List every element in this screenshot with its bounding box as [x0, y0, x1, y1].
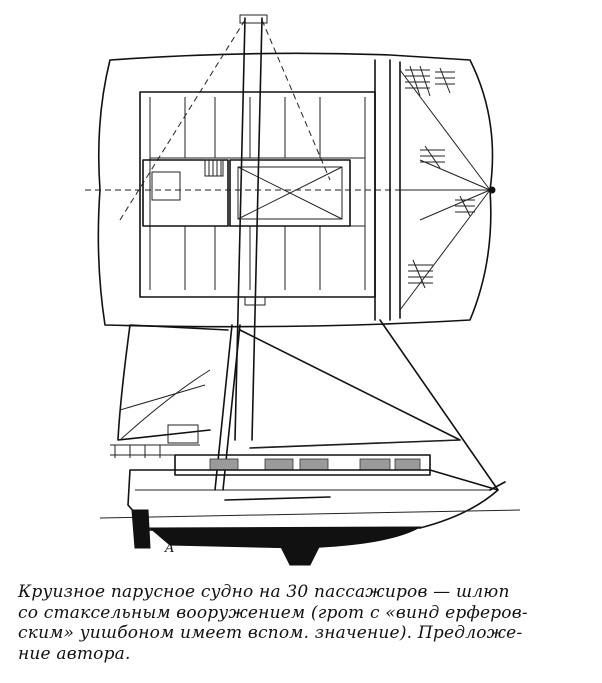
plan-ladder-steps	[209, 160, 221, 176]
side-view	[100, 320, 520, 565]
railing-posts	[115, 445, 160, 458]
hull	[128, 470, 498, 530]
plan-view	[85, 15, 495, 440]
rudder	[132, 510, 150, 548]
deckhouse-windows	[210, 459, 420, 470]
waterline	[100, 510, 520, 518]
plan-spar-right	[252, 18, 262, 440]
figure-caption: Круизное парусное судно на 30 пассажиров — шлюп со стаксельным вооружением (грот с «винд ерферов- ским» уишбоном имеет вспом. значение). Предложе- ние автора.	[18, 582, 528, 664]
keel	[280, 545, 320, 565]
plan-cockpit	[143, 160, 228, 226]
plan-hatch	[152, 172, 180, 200]
plan-spar-left	[235, 18, 245, 440]
plan-bow-stay	[420, 160, 490, 190]
rubbing-strake	[225, 497, 330, 500]
plan-frames	[185, 97, 320, 290]
sheet-line	[250, 440, 460, 448]
mainsail-curve	[120, 370, 210, 440]
plan-bow-stay	[400, 190, 490, 310]
plan-bow-tip	[489, 187, 495, 193]
plan-hatched-blocks	[405, 66, 475, 288]
wishbone-boom	[120, 385, 205, 410]
plan-ladder	[205, 160, 223, 176]
plan-bow-stay	[420, 190, 490, 220]
drawing-mark: A	[165, 541, 175, 556]
mainsail	[118, 325, 228, 440]
